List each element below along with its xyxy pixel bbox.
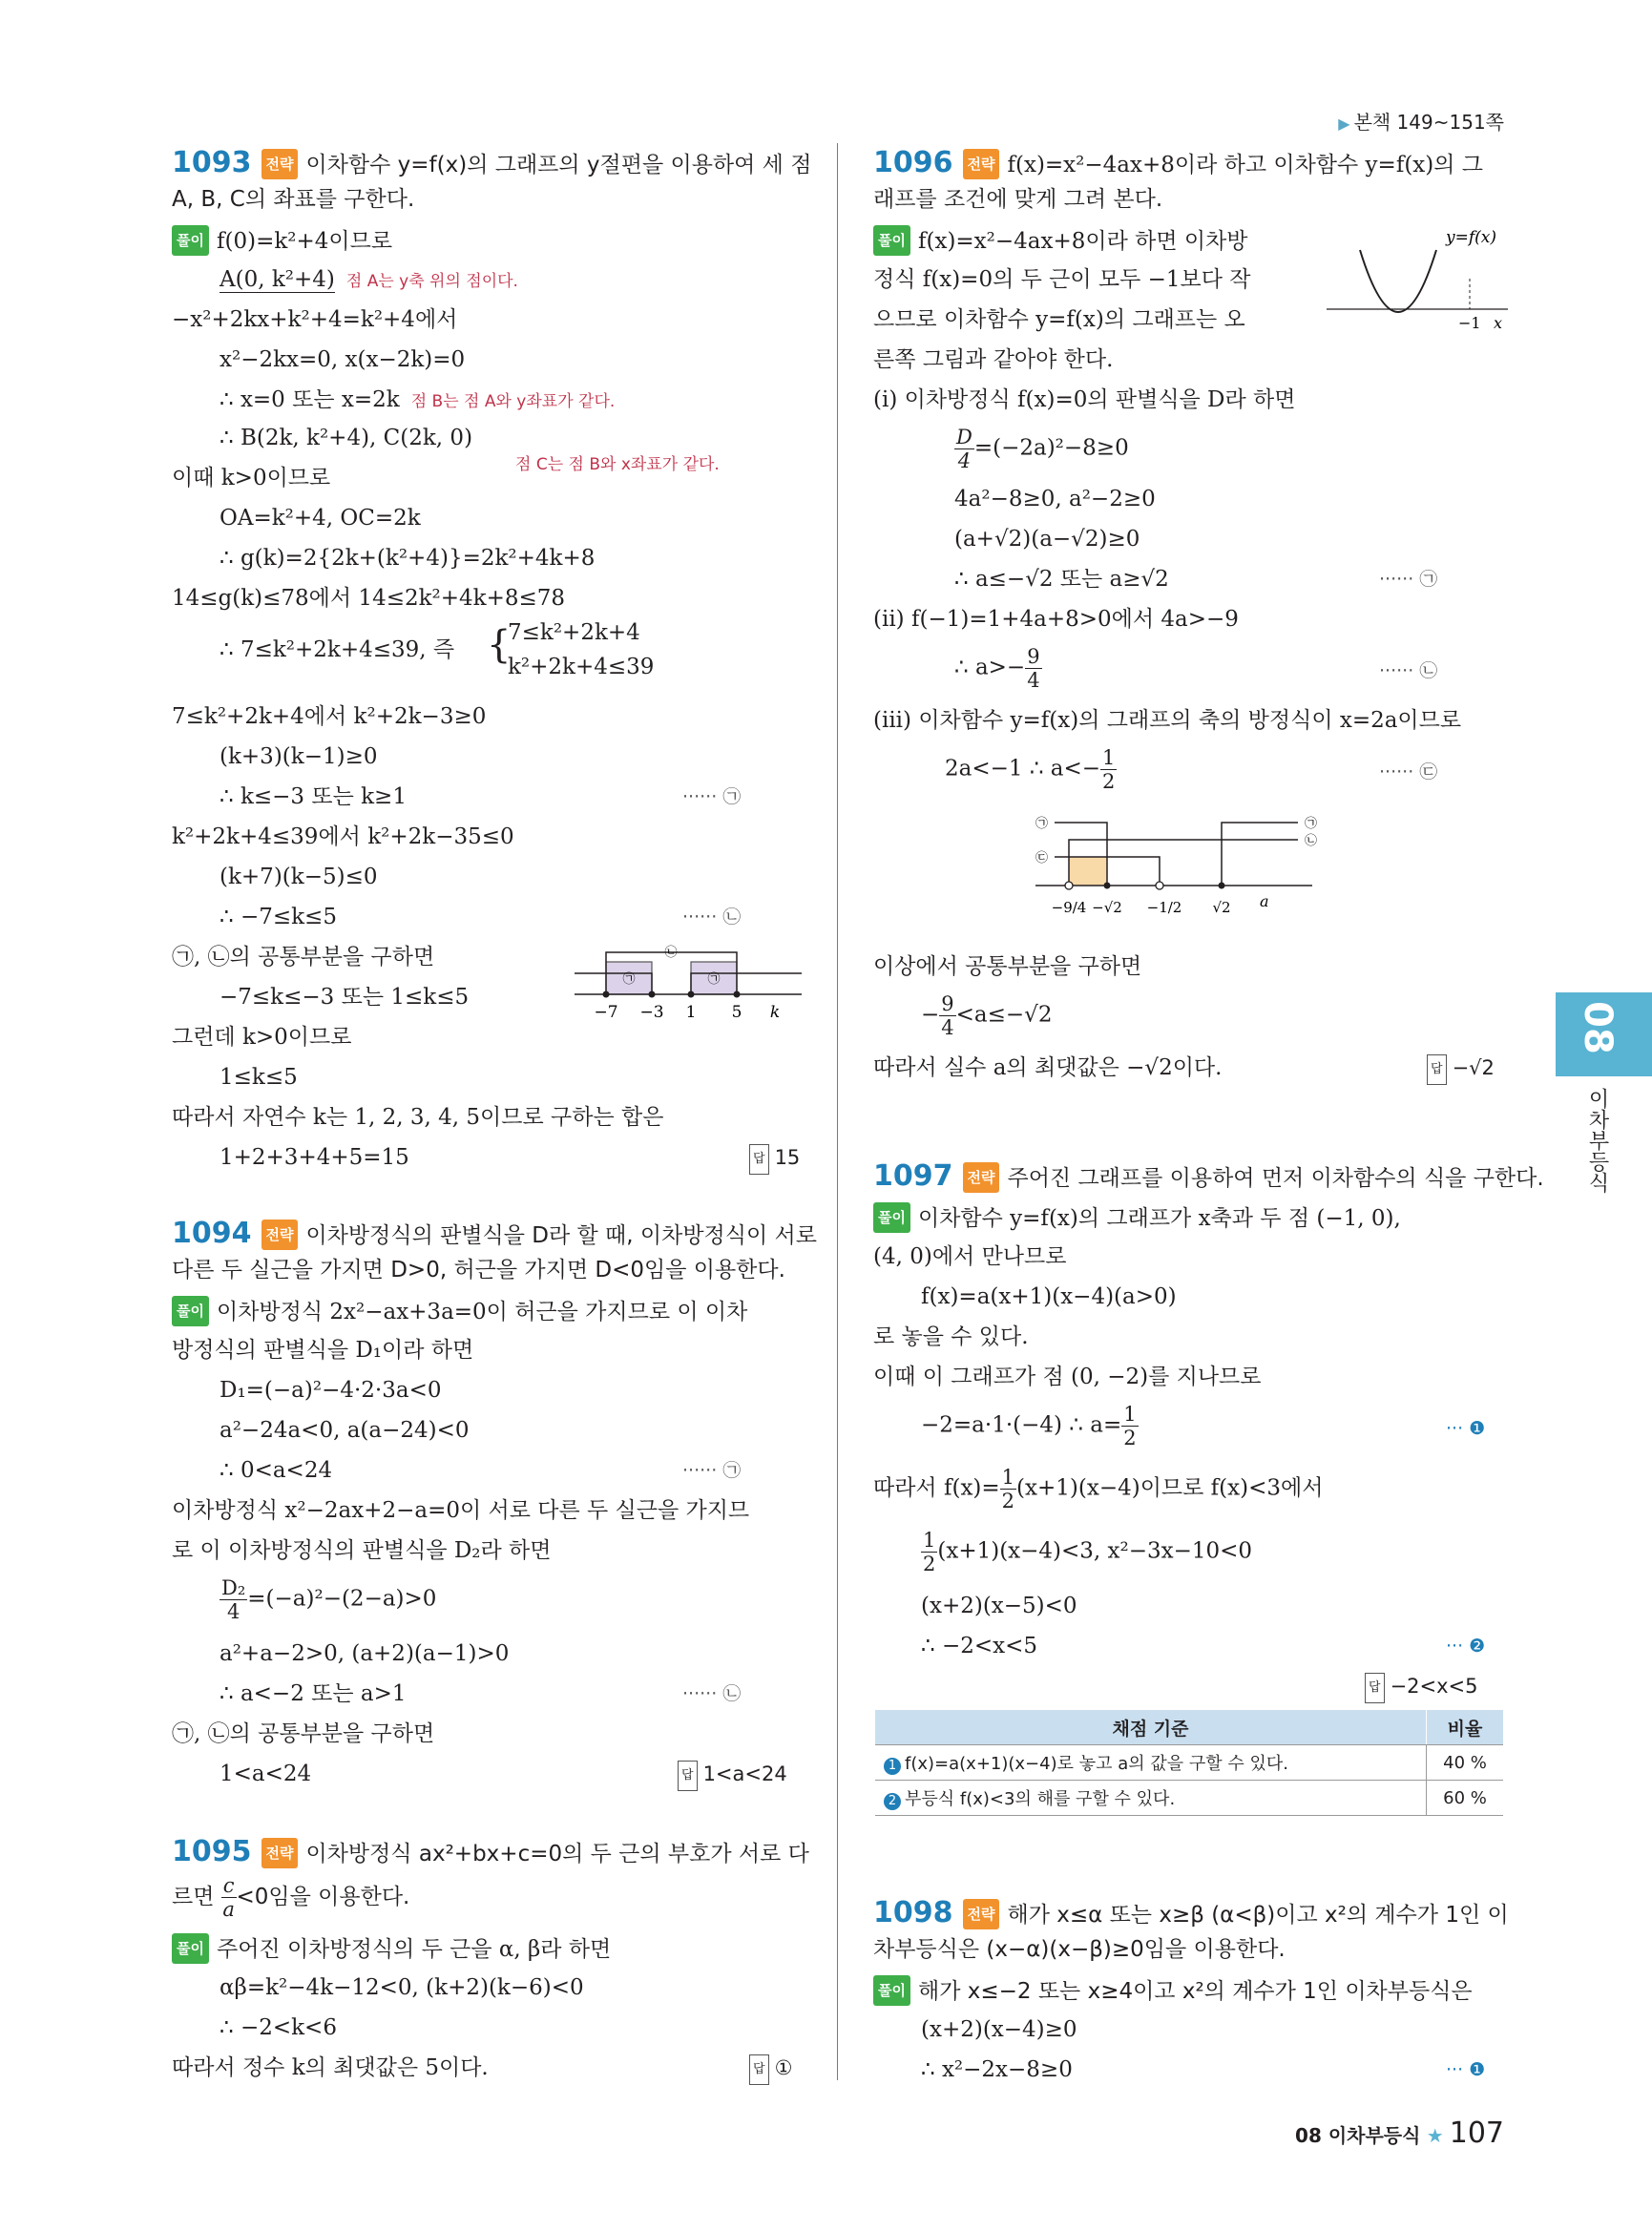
marker-label: ㉡: [664, 946, 678, 960]
tick-label: √2: [1212, 899, 1231, 916]
tick-label: −9/4: [1051, 899, 1087, 916]
annotation-note: 점 A는 y축 위의 점이다.: [345, 272, 518, 291]
answer: 답 −2<x<5: [1365, 1672, 1478, 1703]
problem-number: 1098: [873, 1896, 953, 1929]
table-header: 비율: [1427, 1710, 1504, 1745]
chapter-tab-number: 08: [1576, 1001, 1620, 1054]
curve-label: y=f(x): [1446, 228, 1496, 247]
problem-1095-header: 1095 전략 이차방정식 ax²+bx+c=0의 두 근의 부호가 서로 다: [172, 1835, 809, 1868]
equation-marker: ······ ㉠: [1379, 569, 1438, 590]
step-marker: ··· ❶: [1446, 1418, 1486, 1439]
page-reference: ▶ 본책 149~151쪽: [1338, 111, 1504, 134]
axis-variable: a: [1260, 892, 1269, 910]
marker-label: ㉠: [622, 972, 636, 987]
problem-1098-header: 1098 전략 해가 x≤α 또는 x≥β (α<β)이고 x²의 계수가 1인 이: [873, 1896, 1509, 1929]
brace: {: [487, 623, 512, 667]
problem-1094-header: 1094 전략 이차방정식의 판별식을 D라 할 때, 이차방정식이 서로: [172, 1217, 817, 1250]
marker-label: ㉠: [1035, 817, 1049, 831]
step-marker: ··· ❶: [1446, 2059, 1486, 2080]
step-marker: ··· ❷: [1446, 1636, 1486, 1657]
answer: 답 ①: [749, 2054, 792, 2085]
answer: 답 −√2: [1427, 1053, 1495, 1085]
table-header: 채점 기준: [875, 1710, 1427, 1745]
answer: 답 1<a<24: [678, 1760, 787, 1791]
strategy-tag: 전략: [963, 1162, 1000, 1193]
solution-tag: 풀이: [172, 225, 209, 256]
annotation-note: 점 C는 점 B와 x좌표가 같다.: [515, 455, 720, 474]
strategy-text: 르면 $\frac{c}{a}$ <0임을 이용한다.: [172, 1874, 410, 1921]
table-row: 2 부등식 f(x)<3의 해를 구할 수 있다. 60 %: [875, 1781, 1503, 1816]
problem-1093-header: 1093 전략 이차함수 y=f(x)의 그래프의 y절편을 이용하여 세 점: [172, 146, 812, 179]
marker-label: ㉠: [1305, 817, 1318, 831]
equation-marker: ······ ㉡: [1379, 660, 1438, 681]
equation-marker: ······ ㉡: [682, 1683, 742, 1704]
problem-number: 1093: [172, 146, 252, 179]
problem-number: 1096: [873, 146, 953, 179]
solution-tag: 풀이: [172, 1933, 209, 1964]
marker-label: ㉡: [1305, 834, 1318, 848]
solution-tag: 풀이: [172, 1296, 209, 1326]
axis-variable: x: [1494, 314, 1503, 332]
solution-tag: 풀이: [873, 1975, 910, 2006]
annotation-note: 점 B는 점 A와 y좌표가 같다.: [410, 392, 616, 411]
problem-number: 1094: [172, 1217, 252, 1250]
problem-number: 1095: [172, 1835, 252, 1868]
equation-marker: ······ ㉠: [682, 1460, 742, 1481]
number-line-1096: [1026, 811, 1341, 935]
tick-label: −3: [639, 1003, 664, 1022]
column-divider: [837, 143, 838, 2080]
star-icon: ★: [1426, 2124, 1444, 2147]
strategy-tag: 전략: [963, 1899, 1000, 1929]
tick-label: −1/2: [1146, 899, 1182, 916]
triangle-icon: ▶: [1338, 115, 1350, 133]
tick-label: 5: [731, 1003, 742, 1022]
strategy-tag: 전략: [261, 149, 299, 179]
page-footer: 08 이차부등식 ★ 107: [1295, 2116, 1504, 2150]
strategy-text: A, B, C의 좌표를 구한다.: [172, 187, 415, 212]
solution-tag: 풀이: [873, 1202, 910, 1233]
axis-variable: k: [769, 1003, 781, 1022]
solution-tag: 풀이: [873, 225, 910, 256]
tick-label: 1: [685, 1003, 697, 1022]
tick-label: −7: [594, 1003, 618, 1022]
chapter-tab-label: 이차부등식: [1585, 1088, 1609, 1193]
strategy-text: 래프를 조건에 맞게 그려 본다.: [873, 187, 1163, 212]
strategy-tag: 전략: [963, 149, 1000, 179]
number-line-1093: [573, 935, 811, 1031]
strategy-tag: 전략: [261, 1220, 299, 1250]
equation-marker: ······ ㉡: [682, 907, 742, 928]
tick-label: −1: [1458, 314, 1481, 332]
tick-label: −√2: [1092, 899, 1122, 916]
shaded-region: [1069, 857, 1107, 886]
answer: 답 15: [749, 1143, 800, 1175]
table-row: 1 f(x)=a(x+1)(x−4)로 놓고 a의 값을 구할 수 있다. 40 %: [875, 1745, 1503, 1781]
problem-number: 1097: [873, 1159, 953, 1193]
parabola-graph: [1327, 221, 1517, 345]
marker-label: ㉠: [707, 972, 721, 987]
strategy-text: 차부등식은 (x−α)(x−β)≥0임을 이용한다.: [873, 1937, 1286, 1962]
problem-1097-header: 1097 전략 주어진 그래프를 이용하여 먼저 이차함수의 식을 구한다.: [873, 1159, 1544, 1193]
strategy-text: 다른 두 실근을 가지면 D>0, 허근을 가지면 D<0임을 이용한다.: [172, 1258, 785, 1282]
page-number: 107: [1449, 2116, 1504, 2150]
equation-marker: ······ ㉠: [682, 786, 742, 807]
strategy-tag: 전략: [261, 1838, 299, 1868]
scoring-table: [875, 1710, 1503, 1816]
equation-marker: ······ ㉢: [1379, 761, 1438, 782]
marker-label: ㉢: [1035, 851, 1049, 865]
problem-1096-header: 1096 전략 f(x)=x²−4ax+8이라 하고 이차함수 y=f(x)의 그: [873, 146, 1483, 179]
parabola-curve: [1360, 250, 1436, 312]
